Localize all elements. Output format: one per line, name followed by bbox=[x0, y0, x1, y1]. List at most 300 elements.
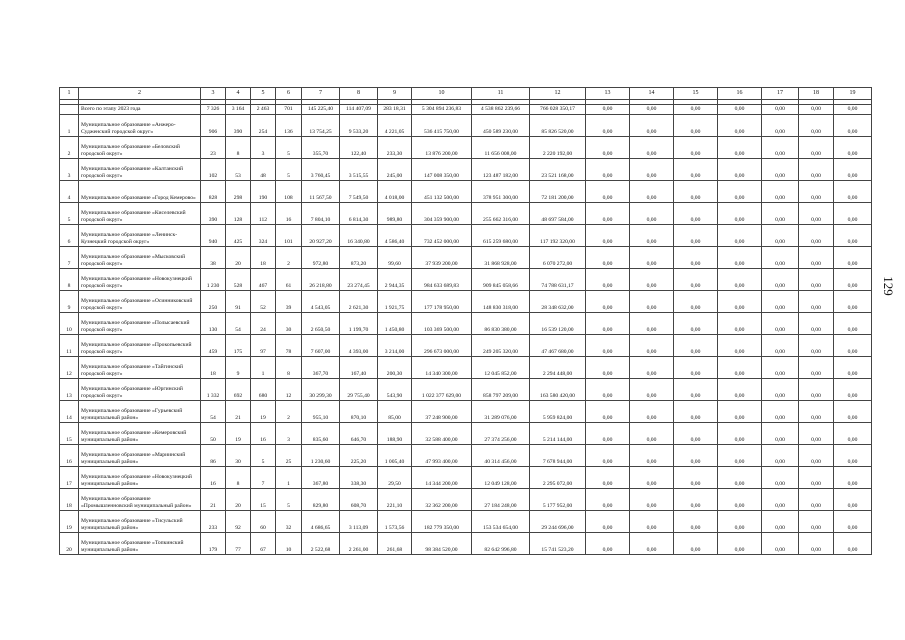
table-cell: 77 bbox=[226, 533, 251, 555]
table-cell: 0,00 bbox=[630, 467, 674, 489]
table-cell: Муниципальное образование «Топкинский муниципальный район» bbox=[79, 533, 201, 555]
table-cell: 0,00 bbox=[799, 401, 834, 423]
table-cell: 102 bbox=[201, 159, 226, 181]
table-cell: Муниципальное образование «Ленинск-Кузнецкий городской округ» bbox=[79, 225, 201, 247]
table-cell: Муниципальное образование «Юргинский городской округ» bbox=[79, 379, 201, 401]
table-cell: 0,00 bbox=[674, 203, 718, 225]
table-cell: 98 384 520,00 bbox=[412, 533, 472, 555]
table-cell: 0,00 bbox=[630, 445, 674, 467]
table-cell: 829,80 bbox=[302, 489, 340, 511]
table-cell: 0,00 bbox=[834, 445, 872, 467]
table-cell: 26 218,80 bbox=[302, 269, 340, 291]
table-cell: 48 697 584,00 bbox=[530, 203, 586, 225]
table-cell: 2 944,35 bbox=[378, 269, 412, 291]
table-cell: 0,00 bbox=[799, 137, 834, 159]
table-cell: 20 bbox=[226, 247, 251, 269]
table-cell: 467 bbox=[251, 269, 276, 291]
table-cell: 99,60 bbox=[378, 247, 412, 269]
table-cell: 2 261,00 bbox=[340, 533, 378, 555]
table-cell: 0,00 bbox=[799, 203, 834, 225]
table-cell: 0,00 bbox=[834, 115, 872, 137]
table-cell: 14 340 300,00 bbox=[412, 357, 472, 379]
table-row bbox=[60, 115, 872, 137]
table-cell: 92 bbox=[226, 511, 251, 533]
table-cell: 1 332 bbox=[201, 379, 226, 401]
table-cell: 147 008 350,00 bbox=[412, 159, 472, 181]
table-cell: 254 bbox=[251, 115, 276, 137]
table-cell: 11 567,50 bbox=[302, 181, 340, 203]
table-cell: 0,00 bbox=[799, 467, 834, 489]
table-cell: 40 314 456,00 bbox=[472, 445, 530, 467]
table-cell: 2 294 448,00 bbox=[530, 357, 586, 379]
table-cell: 38 bbox=[201, 247, 226, 269]
table-cell: 4 543,05 bbox=[302, 291, 340, 313]
table-cell: 5 bbox=[276, 159, 302, 181]
table-cell: 3 164 bbox=[226, 105, 251, 115]
table-cell: 7 bbox=[251, 467, 276, 489]
table-cell: Муниципальное образование «Новокузнецкий муниципальный район» bbox=[79, 467, 201, 489]
table-cell: 32 bbox=[276, 511, 302, 533]
table-cell: 7 607,00 bbox=[302, 335, 340, 357]
table-cell: 31 289 076,00 bbox=[472, 401, 530, 423]
table-cell: 451 132 500,00 bbox=[412, 181, 472, 203]
table-cell: 0,00 bbox=[586, 379, 630, 401]
table-cell: 12 045 852,00 bbox=[472, 357, 530, 379]
table-cell: 4 538 862 239,66 bbox=[472, 105, 530, 115]
table-cell: 21 bbox=[226, 401, 251, 423]
table-cell: 0,00 bbox=[718, 489, 762, 511]
table-cell: 0,00 bbox=[674, 511, 718, 533]
table-cell: 3 bbox=[201, 88, 226, 100]
table-cell: 367,70 bbox=[302, 357, 340, 379]
table-cell: 0,00 bbox=[799, 313, 834, 335]
table-cell: 108 bbox=[276, 181, 302, 203]
table-cell: 0,00 bbox=[834, 533, 872, 555]
table-cell: 338,30 bbox=[340, 467, 378, 489]
table-cell: 153 534 654,00 bbox=[472, 511, 530, 533]
table-cell: 250 bbox=[201, 291, 226, 313]
table-cell: 692 bbox=[226, 379, 251, 401]
table-cell: 646,70 bbox=[340, 423, 378, 445]
table-cell: 2 bbox=[60, 137, 79, 159]
table-cell: 19 bbox=[251, 401, 276, 423]
table-cell: 701 bbox=[276, 105, 302, 115]
table-cell: 11 bbox=[60, 335, 79, 357]
table-cell: 296 673 000,00 bbox=[412, 335, 472, 357]
table-cell: 233 bbox=[201, 511, 226, 533]
table-cell: 60 bbox=[251, 511, 276, 533]
table-cell: 378 951 300,00 bbox=[472, 181, 530, 203]
table-cell: 261,68 bbox=[378, 533, 412, 555]
table-cell: 0,00 bbox=[718, 533, 762, 555]
table-cell: 82 642 996,80 bbox=[472, 533, 530, 555]
table-cell: 906 bbox=[201, 115, 226, 137]
table-cell: 0,00 bbox=[799, 445, 834, 467]
table-cell: 9 533,20 bbox=[340, 115, 378, 137]
table-cell: 909 845 058,66 bbox=[472, 269, 530, 291]
table-cell: 0,00 bbox=[762, 379, 799, 401]
table-cell: 984 633 689,83 bbox=[412, 269, 472, 291]
table-cell: 0,00 bbox=[834, 313, 872, 335]
table-cell: 732 452 000,00 bbox=[412, 225, 472, 247]
table-cell: 3 760,45 bbox=[302, 159, 340, 181]
table-cell: 3 bbox=[60, 159, 79, 181]
table-cell: 0,00 bbox=[762, 313, 799, 335]
table-cell: 3 bbox=[251, 137, 276, 159]
table-cell: 0,00 bbox=[586, 357, 630, 379]
table-cell: 17 bbox=[762, 88, 799, 100]
table-row bbox=[60, 203, 872, 225]
table-cell: 0,00 bbox=[834, 489, 872, 511]
table-cell: 12 bbox=[60, 357, 79, 379]
table-cell: 0,00 bbox=[799, 357, 834, 379]
table-cell: 4 221,05 bbox=[378, 115, 412, 137]
table-cell: 6 814,30 bbox=[340, 203, 378, 225]
table-cell: 0,00 bbox=[834, 203, 872, 225]
table-cell: 32 588 400,00 bbox=[412, 423, 472, 445]
table-cell: 20 927,20 bbox=[302, 225, 340, 247]
table-cell: 50 bbox=[201, 423, 226, 445]
table-cell: 1 bbox=[276, 467, 302, 489]
table-cell: 177 178 950,00 bbox=[412, 291, 472, 313]
table-cell: 27 184 248,00 bbox=[472, 489, 530, 511]
table-cell: 0,00 bbox=[586, 159, 630, 181]
table-cell: 5 959 824,00 bbox=[530, 401, 586, 423]
table-cell: 0,00 bbox=[762, 137, 799, 159]
table-cell: 0,00 bbox=[799, 291, 834, 313]
table-cell: 0,00 bbox=[834, 335, 872, 357]
table-cell: 1 230,60 bbox=[302, 445, 340, 467]
table-cell: 7 678 944,00 bbox=[530, 445, 586, 467]
table-cell: 680 bbox=[251, 379, 276, 401]
table-cell: 0,00 bbox=[586, 247, 630, 269]
table-cell: 450 589 230,00 bbox=[472, 115, 530, 137]
table-cell: 122,40 bbox=[340, 137, 378, 159]
table-cell: 0,00 bbox=[762, 225, 799, 247]
table-cell: 123 487 182,00 bbox=[472, 159, 530, 181]
table-cell bbox=[60, 105, 79, 115]
table-cell: 0,00 bbox=[799, 335, 834, 357]
table-cell: 179 bbox=[201, 533, 226, 555]
table-cell: 1 573,56 bbox=[378, 511, 412, 533]
table-cell: 0,00 bbox=[718, 511, 762, 533]
table-cell: 0,00 bbox=[834, 511, 872, 533]
table-cell: 16 bbox=[60, 445, 79, 467]
table-cell: 7 804,10 bbox=[302, 203, 340, 225]
table-cell: 7 bbox=[302, 88, 340, 100]
table-cell: 54 bbox=[226, 313, 251, 335]
table-cell: 190 bbox=[251, 181, 276, 203]
table-cell: 1 bbox=[251, 357, 276, 379]
table-cell: 0,00 bbox=[718, 105, 762, 115]
table-cell: 828 bbox=[201, 181, 226, 203]
table-cell: 163 580 420,00 bbox=[530, 379, 586, 401]
table-row bbox=[60, 335, 872, 357]
table-cell: 16 bbox=[251, 423, 276, 445]
table-cell: 7 549,50 bbox=[340, 181, 378, 203]
table-cell: 221,10 bbox=[378, 489, 412, 511]
table-cell: 0,00 bbox=[674, 423, 718, 445]
table-cell: 0,00 bbox=[630, 291, 674, 313]
table-cell: 459 bbox=[201, 335, 226, 357]
table-cell: 4 018,00 bbox=[378, 181, 412, 203]
table-cell: 0,00 bbox=[799, 225, 834, 247]
table-cell: 8 bbox=[226, 137, 251, 159]
table-cell: 6 070 272,00 bbox=[530, 247, 586, 269]
table-cell: 10 bbox=[412, 88, 472, 100]
table-cell: 0,00 bbox=[762, 489, 799, 511]
table-cell: 16 bbox=[201, 467, 226, 489]
table-cell: 3 bbox=[276, 423, 302, 445]
table-row bbox=[60, 489, 872, 511]
table-cell: 2 463 bbox=[251, 105, 276, 115]
table-cell: 0,00 bbox=[718, 467, 762, 489]
table-cell: 9 bbox=[378, 88, 412, 100]
table-cell: 0,00 bbox=[762, 291, 799, 313]
table-row bbox=[60, 159, 872, 181]
table-cell: 0,00 bbox=[834, 225, 872, 247]
table-cell: 12 bbox=[276, 379, 302, 401]
table-cell: 0,00 bbox=[674, 467, 718, 489]
table-cell: 86 830 380,00 bbox=[472, 313, 530, 335]
table-cell: 0,00 bbox=[834, 181, 872, 203]
table-cell: 30 bbox=[226, 445, 251, 467]
table-cell: Муниципальное образование «Осинниковский городской округ» bbox=[79, 291, 201, 313]
table-cell: 15 bbox=[60, 423, 79, 445]
table-cell: 78 bbox=[276, 335, 302, 357]
table-cell: 30 bbox=[276, 313, 302, 335]
table-row bbox=[60, 379, 872, 401]
table-cell: 0,00 bbox=[762, 401, 799, 423]
table-cell: 0,00 bbox=[834, 467, 872, 489]
table-cell: 955,10 bbox=[302, 401, 340, 423]
table-cell: 0,00 bbox=[674, 291, 718, 313]
table-cell: Муниципальное образование «Мысковский городской округ» bbox=[79, 247, 201, 269]
table-cell: 167,40 bbox=[340, 357, 378, 379]
table-cell: 3 113,09 bbox=[340, 511, 378, 533]
table-cell: 0,00 bbox=[834, 105, 872, 115]
table-cell: Муниципальное образование «Прокопьевский городской округ» bbox=[79, 335, 201, 357]
table-cell: 74 788 631,17 bbox=[530, 269, 586, 291]
table-cell: 4 bbox=[226, 88, 251, 100]
table-cell: 0,00 bbox=[630, 225, 674, 247]
table-cell: 1 bbox=[60, 88, 79, 100]
table-cell: 0,00 bbox=[834, 379, 872, 401]
table-cell: 989,80 bbox=[378, 203, 412, 225]
table-row bbox=[60, 423, 872, 445]
table-cell: 0,00 bbox=[586, 137, 630, 159]
table-cell: 245,00 bbox=[378, 159, 412, 181]
table-cell: 0,00 bbox=[762, 533, 799, 555]
table-cell: 0,00 bbox=[586, 313, 630, 335]
table-cell: 0,00 bbox=[674, 247, 718, 269]
table-cell: 0,00 bbox=[799, 533, 834, 555]
table-cell: 1 022 377 629,00 bbox=[412, 379, 472, 401]
table-cell: 0,00 bbox=[799, 379, 834, 401]
table-cell: 8 bbox=[60, 269, 79, 291]
table-cell: 4 586,40 bbox=[378, 225, 412, 247]
table-cell: 1 450,80 bbox=[378, 313, 412, 335]
page-number: 129 bbox=[880, 276, 896, 296]
table-cell: 72 181 200,00 bbox=[530, 181, 586, 203]
table-cell: 0,00 bbox=[762, 335, 799, 357]
table-cell: 0,00 bbox=[674, 489, 718, 511]
table-cell: 16 bbox=[276, 203, 302, 225]
table-cell: 20 bbox=[226, 489, 251, 511]
table-cell: 25 bbox=[276, 445, 302, 467]
table-cell: 5 214 144,00 bbox=[530, 423, 586, 445]
table-cell: 2 295 072,00 bbox=[530, 467, 586, 489]
table-cell: Муниципальное образование «Кемеровский муниципальный район» bbox=[79, 423, 201, 445]
table-cell: 61 bbox=[276, 269, 302, 291]
table-cell: 0,00 bbox=[630, 511, 674, 533]
table-cell: 130 bbox=[201, 313, 226, 335]
table-cell: 86 bbox=[201, 445, 226, 467]
table-cell: 0,00 bbox=[718, 313, 762, 335]
table-cell: Муниципальное образование «Город Кемерово» bbox=[79, 181, 201, 203]
table-cell: 536 415 750,00 bbox=[412, 115, 472, 137]
table-cell: 0,00 bbox=[630, 137, 674, 159]
table-cell: 14 344 200,00 bbox=[412, 467, 472, 489]
table-cell: Муниципальное образование «Полысаевский городской округ» bbox=[79, 313, 201, 335]
table-cell: Муниципальное образование «Тисульский муниципальный район» bbox=[79, 511, 201, 533]
table-cell: 283 18,31 bbox=[378, 105, 412, 115]
table-row bbox=[60, 291, 872, 313]
table-cell: 0,00 bbox=[586, 203, 630, 225]
table-cell: 67 bbox=[251, 533, 276, 555]
table-cell: 0,00 bbox=[762, 511, 799, 533]
table-cell: 0,00 bbox=[630, 247, 674, 269]
table-cell: 0,00 bbox=[834, 137, 872, 159]
table-cell: 0,00 bbox=[630, 423, 674, 445]
table-cell: 0,00 bbox=[718, 401, 762, 423]
table-cell: 0,00 bbox=[586, 423, 630, 445]
table-cell: 85 826 520,00 bbox=[530, 115, 586, 137]
table-cell: 0,00 bbox=[674, 379, 718, 401]
table-cell: 2 522,68 bbox=[302, 533, 340, 555]
table-cell: 0,00 bbox=[586, 467, 630, 489]
table-cell: 0,00 bbox=[718, 159, 762, 181]
table-cell: 30 299,30 bbox=[302, 379, 340, 401]
table-cell: 15 bbox=[251, 489, 276, 511]
table-cell: 0,00 bbox=[718, 247, 762, 269]
table-cell: 21 bbox=[201, 489, 226, 511]
table-cell: 0,00 bbox=[762, 159, 799, 181]
table-cell: 0,00 bbox=[630, 105, 674, 115]
table-row bbox=[60, 467, 872, 489]
table-cell: 10 bbox=[60, 313, 79, 335]
table-cell: 2 220 192,00 bbox=[530, 137, 586, 159]
table-cell: 97 bbox=[251, 335, 276, 357]
table-cell: 14 bbox=[630, 88, 674, 100]
table-cell: 0,00 bbox=[799, 511, 834, 533]
table-cell: 0,00 bbox=[799, 159, 834, 181]
table-cell: 0,00 bbox=[799, 115, 834, 137]
table-row bbox=[60, 357, 872, 379]
table-cell: 182 779 350,00 bbox=[412, 511, 472, 533]
table-cell: 0,00 bbox=[762, 423, 799, 445]
table-cell: 39 bbox=[276, 291, 302, 313]
table-cell: 0,00 bbox=[586, 401, 630, 423]
table-cell: 0,00 bbox=[762, 181, 799, 203]
table-cell: 0,00 bbox=[718, 115, 762, 137]
table-cell: 2 650,50 bbox=[302, 313, 340, 335]
table-cell: 528 bbox=[226, 269, 251, 291]
table-cell: 0,00 bbox=[674, 445, 718, 467]
table-cell: 940 bbox=[201, 225, 226, 247]
table-cell: 32 362 200,00 bbox=[412, 489, 472, 511]
table-row bbox=[60, 269, 872, 291]
table-cell: 0,00 bbox=[799, 489, 834, 511]
table-cell: Муниципальное образование «Мариинский муниципальный район» bbox=[79, 445, 201, 467]
table-cell: 0,00 bbox=[834, 401, 872, 423]
table-cell: 5 bbox=[60, 203, 79, 225]
table-cell: 19 bbox=[834, 88, 872, 100]
table-cell: 4 bbox=[60, 181, 79, 203]
table-cell: 249 205 320,00 bbox=[472, 335, 530, 357]
table-cell: 255 662 316,00 bbox=[472, 203, 530, 225]
table-cell: 0,00 bbox=[834, 357, 872, 379]
table-cell: 188,90 bbox=[378, 423, 412, 445]
table-cell: 0,00 bbox=[718, 291, 762, 313]
table-cell: 7 bbox=[60, 247, 79, 269]
table-cell: 112 bbox=[251, 203, 276, 225]
table-cell: 23 bbox=[201, 137, 226, 159]
table-cell: 48 bbox=[251, 159, 276, 181]
table-cell: 28 348 632,00 bbox=[530, 291, 586, 313]
table-cell: 0,00 bbox=[718, 181, 762, 203]
table-cell: 23 521 168,00 bbox=[530, 159, 586, 181]
table-cell: 117 192 320,00 bbox=[530, 225, 586, 247]
table-cell: 4 393,00 bbox=[340, 335, 378, 357]
table-cell: 0,00 bbox=[762, 115, 799, 137]
table-cell: 0,00 bbox=[834, 291, 872, 313]
table-cell: 870,10 bbox=[340, 401, 378, 423]
table-cell: 0,00 bbox=[674, 335, 718, 357]
table-cell: 0,00 bbox=[586, 269, 630, 291]
table-cell: 972,80 bbox=[302, 247, 340, 269]
table-cell: 9 bbox=[60, 291, 79, 313]
table-cell: 0,00 bbox=[630, 203, 674, 225]
table-cell: 0,00 bbox=[718, 225, 762, 247]
table-cell: 13 bbox=[60, 379, 79, 401]
table-cell: 9 bbox=[226, 357, 251, 379]
table-cell: 8 bbox=[340, 88, 378, 100]
table-cell: 53 bbox=[226, 159, 251, 181]
table-cell: 13 876 200,00 bbox=[412, 137, 472, 159]
table-cell: 0,00 bbox=[630, 313, 674, 335]
table-cell: 19 bbox=[226, 423, 251, 445]
table-cell: 0,00 bbox=[834, 423, 872, 445]
table-cell: 0,00 bbox=[718, 445, 762, 467]
table-cell: 0,00 bbox=[762, 203, 799, 225]
table-row bbox=[60, 137, 872, 159]
table-cell: 873,20 bbox=[340, 247, 378, 269]
table-cell: 47 993 400,00 bbox=[412, 445, 472, 467]
table-cell: Муниципальное образование «Калтанский городской округ» bbox=[79, 159, 201, 181]
table-cell: 0,00 bbox=[586, 225, 630, 247]
table-cell: 37 248 900,00 bbox=[412, 401, 472, 423]
table-cell: 101 bbox=[276, 225, 302, 247]
table-cell: 0,00 bbox=[586, 291, 630, 313]
table-cell: 15 bbox=[674, 88, 718, 100]
table-cell: 20 bbox=[60, 533, 79, 555]
table-cell: 31 868 928,00 bbox=[472, 247, 530, 269]
table-cell: 0,00 bbox=[674, 225, 718, 247]
table-cell: 145 225,40 bbox=[302, 105, 340, 115]
table-cell: 91 bbox=[226, 291, 251, 313]
table-cell: 390 bbox=[201, 203, 226, 225]
